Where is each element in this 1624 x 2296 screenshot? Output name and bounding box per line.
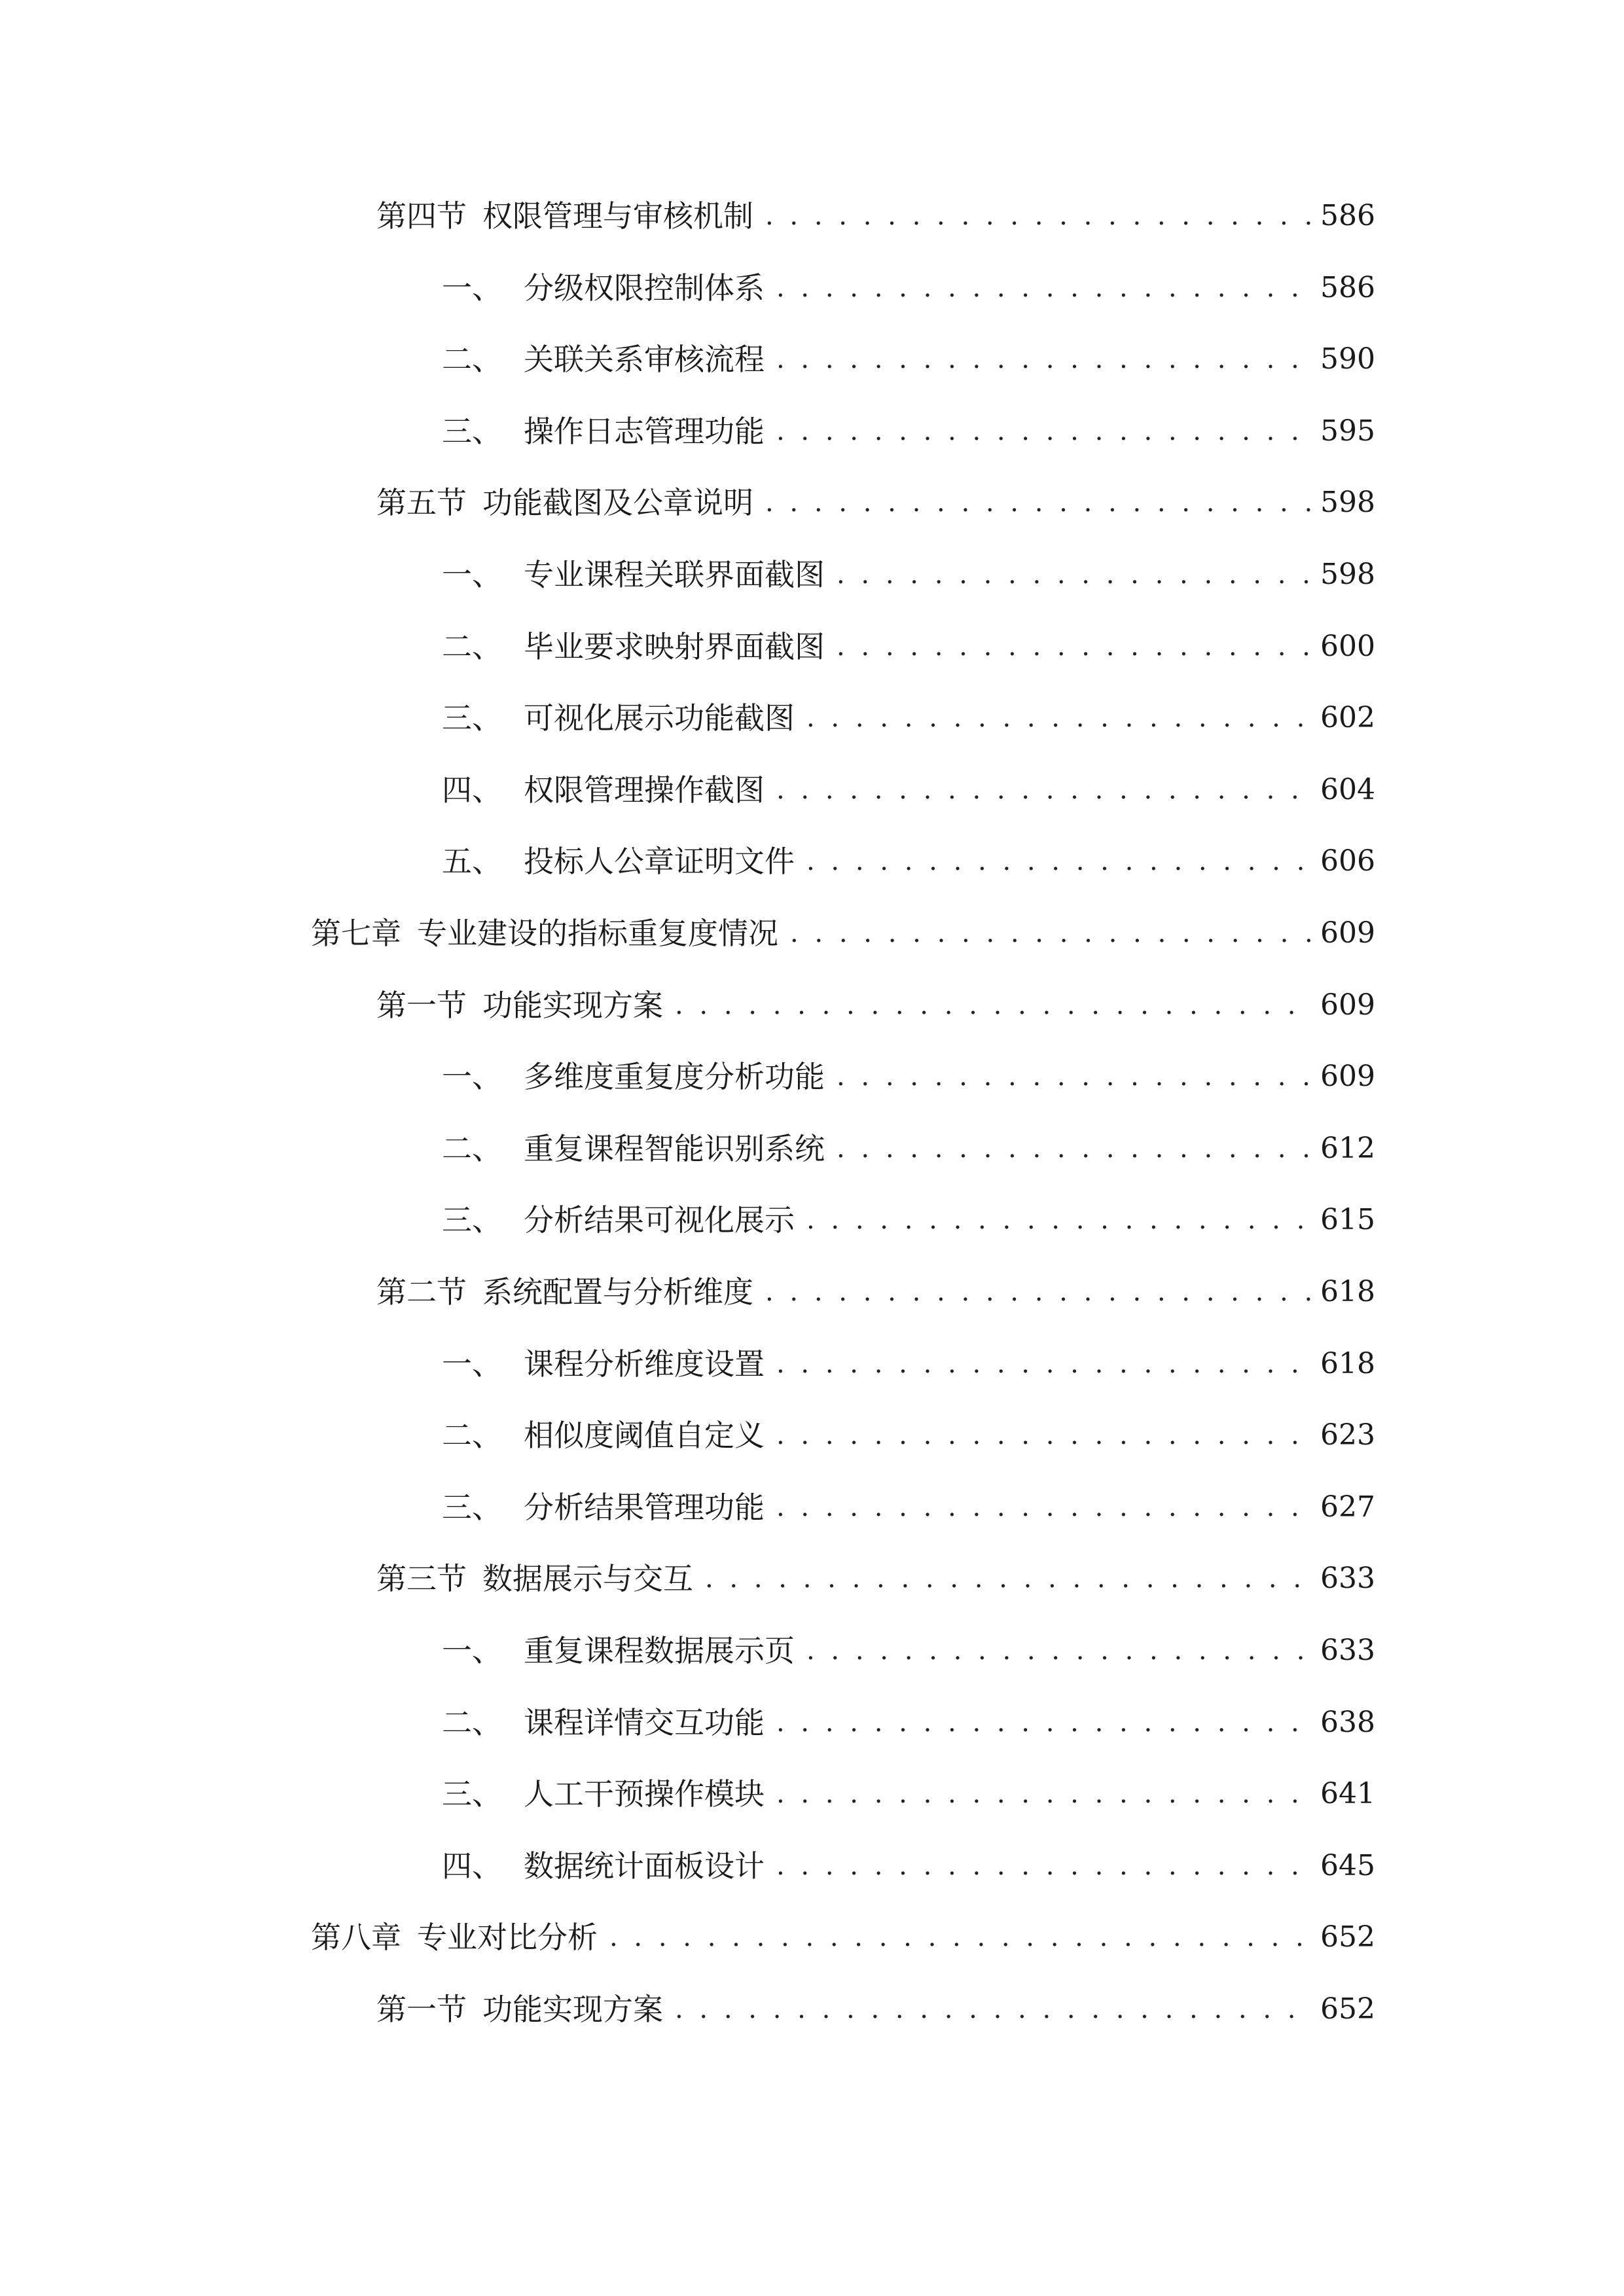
toc-entry-title: 关联关系审核流程 xyxy=(524,342,765,378)
toc-entry-page-number: 609 xyxy=(1320,1060,1375,1094)
toc-entry-section[interactable] xyxy=(376,1552,1375,1605)
toc-entry-number: 三、 xyxy=(442,700,502,736)
toc-entry-chapter[interactable] xyxy=(311,1911,1375,1964)
toc-entry-page-number: 606 xyxy=(1320,844,1375,878)
toc-entry-title: 分级权限控制体系 xyxy=(524,270,765,306)
toc-entry-title: 数据统计面板设计 xyxy=(524,1848,765,1884)
toc-entry-section[interactable] xyxy=(376,1266,1375,1318)
toc-entry-item[interactable] xyxy=(442,764,1375,816)
toc-entry-title: 功能截图及公章说明 xyxy=(482,485,753,521)
toc-entry-number: 四、 xyxy=(442,1848,502,1884)
dot-leader xyxy=(675,1983,1311,2036)
toc-entry-number: 四、 xyxy=(442,772,502,808)
dot-leader xyxy=(776,1338,1311,1390)
toc-entry-section[interactable] xyxy=(376,1983,1375,2036)
dot-leader xyxy=(776,405,1311,457)
toc-entry-item[interactable] xyxy=(442,1481,1375,1534)
dot-leader xyxy=(675,979,1311,1031)
dot-leader xyxy=(837,1122,1311,1175)
toc-entry-number: 第一节 xyxy=(376,1992,467,2027)
toc-entry-page-number: 615 xyxy=(1320,1203,1375,1237)
toc-entry-number: 第八章 xyxy=(311,1920,401,1956)
toc-entry-number: 第五节 xyxy=(376,485,467,521)
dot-leader xyxy=(776,1481,1311,1534)
toc-entry-page-number: 595 xyxy=(1320,414,1375,448)
toc-entry-item[interactable] xyxy=(442,1050,1375,1103)
toc-entry-page-number: 618 xyxy=(1320,1346,1375,1380)
toc-entry-title: 人工干预操作模块 xyxy=(524,1776,765,1812)
toc-entry-page-number: 590 xyxy=(1320,342,1375,376)
toc-entry-title: 课程详情交互功能 xyxy=(524,1704,765,1740)
toc-entry-chapter[interactable] xyxy=(311,907,1375,960)
toc-entry-page-number: 604 xyxy=(1320,772,1375,806)
dot-leader xyxy=(837,620,1311,673)
dot-leader xyxy=(776,764,1311,816)
toc-entry-number: 三、 xyxy=(442,1489,502,1525)
toc-entry-title: 多维度重复度分析功能 xyxy=(524,1059,825,1095)
toc-entry-number: 三、 xyxy=(442,1776,502,1812)
toc-entry-number: 第一节 xyxy=(376,987,467,1023)
toc-entry-page-number: 633 xyxy=(1320,1634,1375,1667)
toc-entry-number: 五、 xyxy=(442,844,502,880)
dot-leader xyxy=(806,692,1311,744)
toc-entry-page-number: 598 xyxy=(1320,486,1375,520)
toc-entry-number: 二、 xyxy=(442,628,502,664)
toc-entry-page-number: 612 xyxy=(1320,1131,1375,1165)
toc-entry-page-number: 638 xyxy=(1320,1705,1375,1739)
toc-entry-title: 分析结果可视化展示 xyxy=(524,1202,795,1238)
toc-entry-number: 三、 xyxy=(442,1202,502,1238)
dot-leader xyxy=(609,1911,1311,1964)
dot-leader xyxy=(776,1696,1311,1749)
dot-leader xyxy=(776,262,1311,314)
toc-entry-title: 操作日志管理功能 xyxy=(524,413,765,449)
toc-entry-number: 第三节 xyxy=(376,1561,467,1597)
toc-entry-page-number: 586 xyxy=(1320,199,1375,232)
toc-entry-page-number: 633 xyxy=(1320,1562,1375,1596)
toc-entry-page-number: 623 xyxy=(1320,1418,1375,1452)
toc-entry-title: 功能实现方案 xyxy=(482,987,663,1023)
toc-entry-title: 重复课程智能识别系统 xyxy=(524,1130,825,1166)
toc-entry-title: 相似度阈值自定义 xyxy=(524,1418,765,1454)
toc-entry-title: 专业对比分析 xyxy=(417,1920,598,1956)
dot-leader xyxy=(790,907,1311,960)
toc-entry-title: 重复课程数据展示页 xyxy=(524,1633,795,1668)
toc-entry-item[interactable] xyxy=(442,1122,1375,1175)
dot-leader xyxy=(776,1840,1311,1892)
toc-entry-title: 功能实现方案 xyxy=(482,1992,663,2027)
toc-entry-number: 二、 xyxy=(442,342,502,378)
toc-entry-number: 二、 xyxy=(442,1130,502,1166)
toc-entry-number: 一、 xyxy=(442,1633,502,1668)
toc-entry-item[interactable] xyxy=(442,620,1375,673)
toc-entry-item[interactable] xyxy=(442,1696,1375,1749)
toc-entry-number: 一、 xyxy=(442,557,502,592)
toc-entry-title: 毕业要求映射界面截图 xyxy=(524,628,825,664)
toc-entry-title: 权限管理与审核机制 xyxy=(482,198,753,234)
toc-entry-number: 一、 xyxy=(442,270,502,306)
toc-entry-number: 三、 xyxy=(442,413,502,449)
dot-leader xyxy=(806,1194,1311,1246)
dot-leader xyxy=(776,1409,1311,1462)
toc-entry-page-number: 645 xyxy=(1320,1848,1375,1882)
toc-entry-title: 投标人公章证明文件 xyxy=(524,844,795,880)
dot-leader xyxy=(776,1768,1311,1820)
toc-entry-item[interactable] xyxy=(442,1409,1375,1462)
toc-entry-section[interactable] xyxy=(376,979,1375,1031)
dot-leader xyxy=(705,1552,1311,1605)
toc-entry-item[interactable] xyxy=(442,333,1375,386)
dot-leader xyxy=(837,548,1311,601)
toc-entry-section[interactable] xyxy=(376,476,1375,529)
toc-entry-page-number: 618 xyxy=(1320,1275,1375,1308)
dot-leader xyxy=(806,835,1311,888)
toc-entry-number: 一、 xyxy=(442,1346,502,1382)
toc-entry-number: 一、 xyxy=(442,1059,502,1095)
toc-entry-page-number: 602 xyxy=(1320,701,1375,735)
toc-entry-title: 系统配置与分析维度 xyxy=(482,1274,753,1310)
toc-entry-page-number: 609 xyxy=(1320,916,1375,950)
toc-entry-number: 第二节 xyxy=(376,1274,467,1310)
toc-entry-title: 专业课程关联界面截图 xyxy=(524,557,825,592)
toc-entry-page-number: 586 xyxy=(1320,270,1375,304)
toc-entry-item[interactable] xyxy=(442,1840,1375,1892)
toc-entry-item[interactable] xyxy=(442,1624,1375,1677)
toc-entry-item[interactable] xyxy=(442,548,1375,601)
toc-entry-title: 可视化展示功能截图 xyxy=(524,700,795,736)
dot-leader xyxy=(837,1050,1311,1103)
dot-leader xyxy=(776,333,1311,386)
toc-entry-item[interactable] xyxy=(442,1338,1375,1390)
toc-entry-item[interactable] xyxy=(442,405,1375,457)
toc-entry-number: 二、 xyxy=(442,1418,502,1454)
toc-entry-title: 课程分析维度设置 xyxy=(524,1346,765,1382)
toc-entry-page-number: 627 xyxy=(1320,1490,1375,1524)
toc-entry-item[interactable] xyxy=(442,1768,1375,1820)
toc-entry-title: 专业建设的指标重复度情况 xyxy=(417,916,778,951)
toc-entry-page-number: 598 xyxy=(1320,558,1375,591)
dot-leader xyxy=(765,476,1311,529)
toc-entry-page-number: 641 xyxy=(1320,1777,1375,1811)
toc-entry-page-number: 652 xyxy=(1320,1992,1375,2026)
toc-entry-item[interactable] xyxy=(442,692,1375,744)
toc-entry-number: 第四节 xyxy=(376,198,467,234)
dot-leader xyxy=(765,190,1311,242)
toc-entry-number: 二、 xyxy=(442,1704,502,1740)
toc-entry-page-number: 600 xyxy=(1320,629,1375,663)
toc-entry-page-number: 652 xyxy=(1320,1920,1375,1954)
toc-entry-section[interactable] xyxy=(376,190,1375,242)
toc-entry-title: 数据展示与交互 xyxy=(482,1561,693,1597)
toc-entry-item[interactable] xyxy=(442,835,1375,888)
dot-leader xyxy=(765,1266,1311,1318)
toc-entry-number: 第七章 xyxy=(311,916,401,951)
toc-entry-title: 权限管理操作截图 xyxy=(524,772,765,808)
toc-entry-title: 分析结果管理功能 xyxy=(524,1489,765,1525)
toc-entry-item[interactable] xyxy=(442,1194,1375,1246)
dot-leader xyxy=(806,1624,1311,1677)
toc-entry-page-number: 609 xyxy=(1320,988,1375,1022)
toc-entry-item[interactable] xyxy=(442,262,1375,314)
